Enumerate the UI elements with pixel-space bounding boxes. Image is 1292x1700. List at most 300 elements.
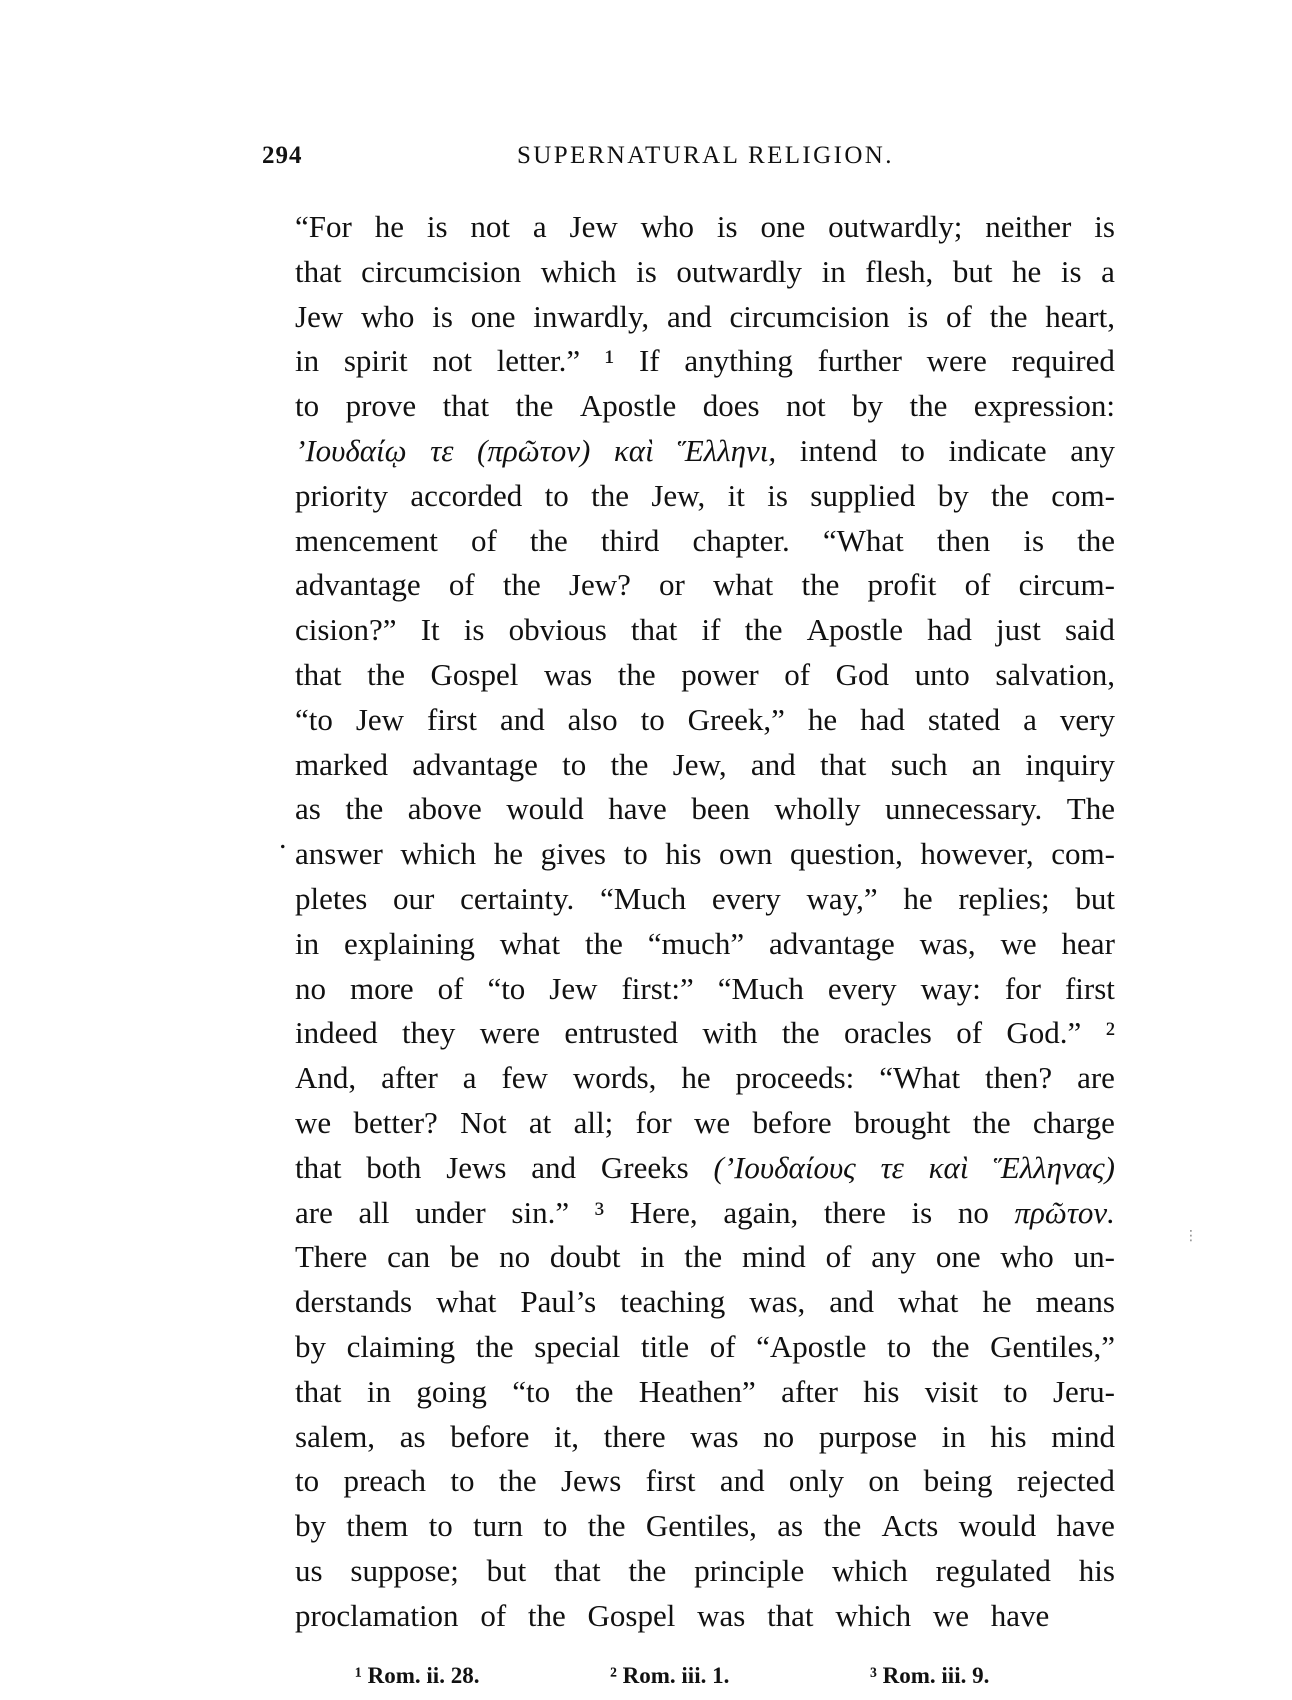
word: such <box>890 746 948 782</box>
word: suppose; <box>350 1552 459 1588</box>
word: by <box>852 388 884 424</box>
word: have <box>990 1597 1050 1633</box>
word: are <box>295 1194 333 1230</box>
word: Apostle <box>579 388 677 424</box>
text-line <box>295 1594 1115 1639</box>
word: the <box>823 1508 862 1544</box>
word: proclamation <box>295 1597 481 1633</box>
word: question, <box>790 836 903 872</box>
word: to <box>450 1463 475 1499</box>
word: to <box>1003 1373 1028 1409</box>
word: we <box>932 1597 991 1633</box>
word: Apostle <box>806 612 904 648</box>
word: on <box>868 1463 900 1499</box>
word: to <box>900 432 925 468</box>
word: ² <box>1105 1015 1115 1051</box>
word: as <box>399 1418 426 1454</box>
word: rejected <box>1016 1463 1115 1499</box>
word: advantage <box>769 925 895 961</box>
text-line <box>295 1235 1115 1280</box>
word: he <box>681 1060 711 1096</box>
word: hear <box>1061 925 1115 961</box>
word: of <box>709 1328 736 1364</box>
word: his <box>1078 1552 1115 1588</box>
word: a <box>1101 253 1115 289</box>
word: Gospel <box>430 656 519 692</box>
word: καὶ <box>613 432 654 468</box>
word: that <box>295 253 342 289</box>
text-line <box>295 967 1115 1012</box>
word: com- <box>1051 477 1115 513</box>
word: would <box>958 1508 1037 1544</box>
word: “to <box>512 1373 551 1409</box>
word: “What <box>822 522 904 558</box>
text-line <box>295 250 1115 295</box>
word: Jew <box>549 970 598 1006</box>
text-line <box>295 205 1115 250</box>
word: anything <box>684 343 793 379</box>
word: and <box>719 1463 765 1499</box>
word: and <box>750 746 796 782</box>
word: to <box>886 1328 912 1364</box>
word: which <box>835 1597 933 1633</box>
word: be <box>449 1239 480 1275</box>
word: un- <box>1073 1239 1115 1275</box>
word: not <box>470 209 511 244</box>
word: entrusted <box>564 1015 678 1051</box>
word: or <box>659 567 685 603</box>
word: If <box>638 343 660 379</box>
word: prove <box>345 388 417 424</box>
word: every <box>711 880 781 916</box>
word: “Apostle <box>756 1328 867 1364</box>
word: at <box>528 1104 552 1140</box>
word: the <box>617 656 656 692</box>
word: Greeks <box>600 1149 689 1185</box>
word: the <box>909 388 948 424</box>
word: inquiry <box>1025 746 1115 782</box>
word: to <box>623 836 648 872</box>
word: the <box>628 1552 667 1588</box>
footnote-2: ² Rom. iii. 1. <box>610 1663 730 1688</box>
word: Jeru- <box>1052 1373 1115 1409</box>
word: the <box>972 1104 1011 1140</box>
word: accorded <box>410 477 523 513</box>
word: is <box>463 612 485 648</box>
word: we <box>694 1104 731 1140</box>
word: profit <box>867 567 937 603</box>
word: (’Ιουδαίους <box>713 1149 856 1185</box>
word: unnecessary. <box>885 791 1043 827</box>
word: is <box>636 253 657 289</box>
word: Jew <box>569 209 618 244</box>
word: of <box>945 298 972 334</box>
word: the <box>587 1508 626 1544</box>
word: regulated <box>935 1552 1051 1588</box>
running-title: SUPERNATURAL RELIGION. <box>517 142 894 169</box>
word: Jew <box>355 701 405 737</box>
word: the <box>498 1463 537 1499</box>
word: And, <box>295 1060 357 1096</box>
word: first <box>645 1463 696 1499</box>
word: our <box>393 880 435 916</box>
word: The <box>1066 791 1115 827</box>
word: to <box>295 1463 320 1499</box>
word: in <box>295 343 320 379</box>
word: purpose <box>818 1418 917 1454</box>
word: said <box>1064 612 1115 648</box>
word: the <box>931 1328 970 1364</box>
word: teaching <box>620 1284 726 1320</box>
text-line <box>295 608 1115 653</box>
word: stated <box>927 701 1001 737</box>
word: Acts <box>881 1508 939 1544</box>
word: third <box>600 522 660 558</box>
word: he <box>493 836 523 872</box>
word: were <box>926 343 987 379</box>
word: Heathen” <box>638 1373 756 1409</box>
word: is <box>1060 253 1082 289</box>
word: marked <box>295 746 388 782</box>
word: being <box>923 1463 993 1499</box>
word: his <box>990 1418 1027 1454</box>
word: again, <box>723 1194 799 1230</box>
word: one <box>935 1239 981 1275</box>
word: charge <box>1032 1104 1115 1140</box>
word: God.” <box>1006 1015 1082 1051</box>
margin-mark: ⋮ <box>1184 1228 1198 1244</box>
word: ’Ιουδαίῳ <box>295 432 407 468</box>
word: for <box>635 1104 672 1140</box>
word: it <box>727 477 745 513</box>
word: the <box>529 522 568 558</box>
word: “to <box>487 970 526 1006</box>
word: “much” <box>647 925 745 961</box>
running-head <box>262 142 1120 176</box>
word: there <box>603 1418 666 1454</box>
word: Jew? <box>568 567 631 603</box>
text-line <box>295 1325 1115 1370</box>
word: is <box>716 209 738 244</box>
word: τε <box>880 1149 904 1185</box>
word: “Much <box>717 970 804 1006</box>
word: of <box>784 656 811 692</box>
word: salvation, <box>995 656 1115 692</box>
word: the <box>475 1328 514 1364</box>
word: salem, <box>295 1418 376 1454</box>
word: Gentiles,” <box>990 1328 1115 1364</box>
word: pletes <box>295 880 368 916</box>
word: indicate <box>948 432 1047 468</box>
word: Jew, <box>651 477 706 513</box>
word: only <box>788 1463 845 1499</box>
word: Jews <box>446 1149 507 1185</box>
word: he <box>807 701 838 737</box>
word: way,” <box>806 880 878 916</box>
word: in <box>941 1418 966 1454</box>
text-line <box>295 1459 1115 1504</box>
word: few <box>501 1060 548 1096</box>
word: principle <box>694 1552 805 1588</box>
word: what <box>898 1284 959 1320</box>
word: that <box>554 1552 601 1588</box>
word: is <box>767 477 788 513</box>
word: spirit <box>343 343 408 379</box>
word: oracles <box>844 1015 932 1051</box>
word: the <box>575 1373 614 1409</box>
word: every <box>827 970 897 1006</box>
page-number: 294 <box>262 142 303 169</box>
word: replies; <box>958 880 1050 916</box>
word: if <box>701 612 721 648</box>
word: of <box>448 567 475 603</box>
word: who <box>640 209 695 244</box>
word: “to <box>295 701 333 737</box>
word: and <box>666 298 712 334</box>
word: mencement <box>295 522 438 558</box>
word: in <box>640 1239 665 1275</box>
word: have <box>608 791 667 827</box>
word: priority <box>295 477 388 513</box>
word: the <box>989 298 1028 334</box>
word: very <box>1059 701 1115 737</box>
word: his <box>863 1373 900 1409</box>
word: was <box>697 1597 768 1633</box>
word: an <box>971 746 1002 782</box>
word: which <box>400 836 477 872</box>
word: the <box>584 925 623 961</box>
text-line <box>295 339 1115 384</box>
word: cision?” <box>295 612 397 648</box>
word: explaining <box>344 925 475 961</box>
word: circumcision <box>729 298 890 334</box>
word: the <box>515 388 554 424</box>
word: with <box>702 1015 758 1051</box>
word: It <box>420 612 440 648</box>
word: he <box>982 1284 1012 1320</box>
text-line <box>295 1549 1115 1594</box>
word: a <box>1023 701 1037 737</box>
word: flesh, <box>865 253 934 289</box>
word: a <box>532 209 547 244</box>
text-line <box>295 384 1115 429</box>
text-line <box>295 474 1115 519</box>
word: were <box>479 1015 540 1051</box>
word: “Much <box>600 880 687 916</box>
word: of <box>480 1597 528 1633</box>
word: τε <box>430 432 454 468</box>
text-line <box>295 519 1115 564</box>
word: advantage <box>412 746 538 782</box>
margin-dot: . <box>279 822 287 855</box>
word: of <box>825 1239 852 1275</box>
word: Ἕλληνας) <box>993 1149 1115 1185</box>
word: then <box>936 522 991 558</box>
word: the <box>502 567 541 603</box>
footnotes <box>355 1663 1055 1695</box>
word: was <box>690 1418 739 1454</box>
word: the <box>744 612 783 648</box>
word: also <box>567 701 618 737</box>
word: is <box>1094 209 1115 244</box>
word: the <box>345 791 384 827</box>
footnote-1: ¹ Rom. ii. 28. <box>355 1663 480 1688</box>
word: words, <box>572 1060 657 1096</box>
word: indeed <box>295 1015 378 1051</box>
word: he <box>374 209 404 244</box>
word: that <box>767 1597 836 1633</box>
word: to <box>544 477 569 513</box>
word: as <box>295 791 321 827</box>
word: Gospel <box>587 1597 698 1633</box>
word: inwardly, <box>533 298 650 334</box>
word: mind <box>742 1239 806 1275</box>
text-line <box>295 743 1115 788</box>
word: is <box>911 1194 933 1230</box>
word: special <box>534 1328 621 1364</box>
word: (πρῶτον) <box>477 432 591 468</box>
word: “For <box>295 209 352 244</box>
word: to <box>562 746 587 782</box>
text-line <box>295 698 1115 743</box>
word: the <box>801 567 840 603</box>
word: preach <box>343 1463 427 1499</box>
word: mind <box>1051 1418 1115 1454</box>
text-line <box>295 1415 1115 1460</box>
word: by <box>295 1328 326 1364</box>
word: not <box>432 343 472 379</box>
word: the <box>1077 522 1115 558</box>
word: a <box>462 1060 477 1096</box>
word: expression: <box>973 388 1115 424</box>
word: does <box>702 388 760 424</box>
word: the <box>527 1597 588 1633</box>
word: certainty. <box>460 880 575 916</box>
word: are <box>1077 1060 1115 1096</box>
word: is <box>426 209 448 244</box>
word: who <box>361 298 415 334</box>
word: by <box>295 1508 326 1544</box>
word: first:” <box>621 970 694 1006</box>
word: which <box>540 253 617 289</box>
word: the <box>610 746 649 782</box>
footnote-3: ³ Rom. iii. 9. <box>870 1663 990 1688</box>
word: what <box>499 925 561 961</box>
word: he <box>1012 253 1042 289</box>
word: one <box>760 209 806 244</box>
word: in <box>295 925 320 961</box>
word: just <box>996 612 1041 648</box>
word: was, <box>749 1284 806 1320</box>
word: have <box>1056 1508 1115 1544</box>
word: Here, <box>629 1194 698 1230</box>
word: of <box>470 522 497 558</box>
text-line <box>295 1011 1115 1056</box>
word: but <box>1075 880 1115 916</box>
word: that <box>442 388 490 424</box>
text-line <box>295 563 1115 608</box>
word: letter.” <box>496 343 581 379</box>
word: more <box>349 970 414 1006</box>
word: any <box>871 1239 916 1275</box>
text-line <box>295 1146 1115 1191</box>
word: supplied <box>810 477 916 513</box>
body-text <box>295 205 1115 1639</box>
word: outwardly; <box>828 209 963 244</box>
word: ¹ <box>604 343 615 379</box>
text-line <box>295 1056 1115 1101</box>
text-line <box>295 1280 1115 1325</box>
word: required <box>1011 343 1115 379</box>
word: before <box>450 1418 530 1454</box>
word: can <box>387 1239 431 1275</box>
word: wholly <box>774 791 861 827</box>
word: the <box>367 656 405 692</box>
text-line <box>295 653 1115 698</box>
word: καὶ <box>928 1149 969 1185</box>
word: been <box>691 791 750 827</box>
word: means <box>1035 1284 1115 1320</box>
word: outwardly <box>676 253 803 289</box>
word: visit <box>924 1373 979 1409</box>
word: doubt <box>549 1239 621 1275</box>
word: Jews <box>560 1463 622 1499</box>
word: chapter. <box>692 522 790 558</box>
word: gives <box>540 836 606 872</box>
word: them <box>346 1508 409 1544</box>
word: going <box>416 1373 487 1409</box>
word: proceeds: <box>735 1060 855 1096</box>
word: heart, <box>1045 298 1115 334</box>
word: after <box>381 1060 438 1096</box>
word: under <box>415 1194 486 1230</box>
word: of <box>964 567 991 603</box>
word: Greek,” <box>687 701 785 737</box>
word: then? <box>985 1060 1053 1096</box>
text-line <box>295 295 1115 340</box>
word: no <box>957 1194 989 1230</box>
word: had <box>927 612 972 648</box>
word: no <box>763 1418 795 1454</box>
word: circumcision <box>361 253 522 289</box>
word: was, <box>919 925 976 961</box>
word: to <box>295 388 320 424</box>
word: to <box>640 701 665 737</box>
text-line <box>295 832 1115 877</box>
word: own <box>719 836 773 872</box>
word: however, <box>920 836 1034 872</box>
text-line <box>295 1370 1115 1415</box>
text-line <box>295 787 1115 832</box>
word: by <box>937 477 969 513</box>
word: to <box>543 1508 568 1544</box>
word: Gentiles, <box>645 1508 757 1544</box>
word: but <box>952 253 993 289</box>
word: turn <box>473 1508 523 1544</box>
word: any <box>1070 432 1115 468</box>
word: title <box>640 1328 690 1364</box>
word: both <box>366 1149 422 1185</box>
word: not <box>785 388 826 424</box>
word: first <box>427 701 477 737</box>
word: Ἕλληνι, <box>677 432 777 468</box>
word: no <box>499 1239 531 1275</box>
word: as <box>777 1508 804 1544</box>
word: There <box>295 1239 368 1275</box>
word: the <box>591 477 629 513</box>
word: answer <box>295 836 383 872</box>
word: sin.” <box>511 1194 570 1230</box>
